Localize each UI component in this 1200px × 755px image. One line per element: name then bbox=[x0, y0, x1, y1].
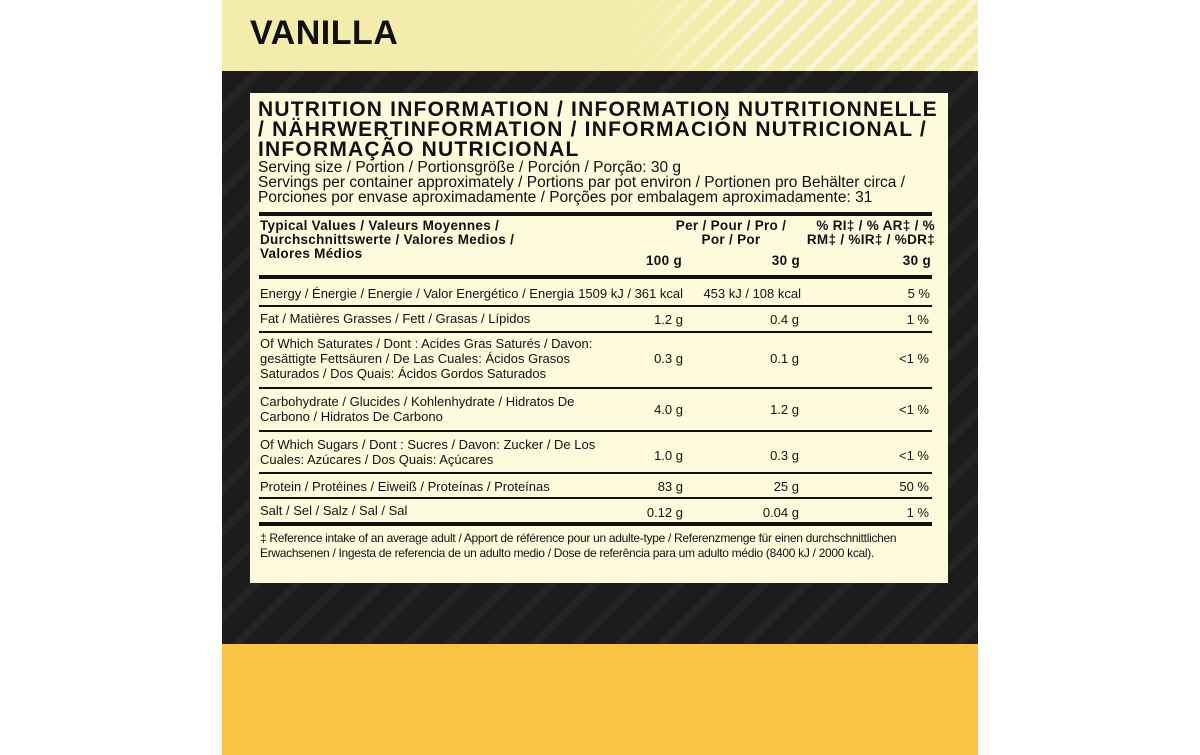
fat-per-30g: 0.4 g bbox=[770, 312, 799, 327]
row-label-sugars: Of Which Sugars / Dont : Sucres / Davon: Zucker / De Los Cuales: Azúcares / Dos Quais: Açúcares bbox=[260, 437, 596, 467]
carbohydrate-per-100g: 4.0 g bbox=[654, 402, 683, 417]
gold-band bbox=[222, 644, 978, 755]
col-ri-30g-header: 30 g bbox=[902, 253, 931, 268]
flavor-title: VANILLA bbox=[250, 14, 399, 52]
decorative-stripes bbox=[618, 0, 978, 71]
row-divider bbox=[259, 430, 932, 432]
fat-ri: 1 % bbox=[906, 312, 929, 327]
thick-rule bbox=[259, 275, 932, 279]
salt-per-30g: 0.04 g bbox=[762, 505, 799, 520]
energy-per-100g: 1509 kJ / 361 kcal bbox=[578, 286, 683, 301]
nutrition-label bbox=[250, 93, 948, 583]
per-header: Per / Pour / Pro / Por / Por bbox=[675, 218, 787, 247]
sugars-per-100g: 1.0 g bbox=[654, 448, 683, 463]
sugars-per-30g: 0.3 g bbox=[770, 448, 799, 463]
product-panel bbox=[222, 0, 978, 755]
row-label-energy: Energy / Énergie / Energie / Valor Energético / Energia bbox=[260, 286, 575, 301]
row-divider bbox=[259, 305, 932, 307]
thick-rule bbox=[259, 212, 932, 216]
servings-per-container: Servings per container approximately / Portions par pot environ / Portionen pro Behälter circa / Porciones por envase aproximadamente / Porções por embalagem aproximadamente: 31 bbox=[258, 174, 906, 206]
col-100g-header: 100 g bbox=[645, 253, 682, 268]
nutrition-heading: NUTRITION INFORMATION / INFORMATION NUTRITIONNELLE / NÄHRWERTINFORMATION / INFORMACIÓN NUTRICIONAL / INFORMAÇÃO NUTRICIONAL bbox=[258, 98, 938, 161]
protein-ri: 50 % bbox=[899, 479, 929, 494]
row-divider bbox=[259, 497, 932, 499]
reference-intake-footnote: ‡ Reference intake of an average adult / Apport de référence pour un adulte-type / Referenzmenge für einen durchschnittlichen Erwachsenen / Ingesta de referencia de un adulto medio / Dose de referência para um adulto médio (8400 kJ / 2000 kcal). bbox=[260, 531, 897, 560]
row-label-protein: Protein / Protéines / Eiweiß / Proteínas / Proteínas bbox=[260, 479, 550, 494]
row-divider bbox=[259, 472, 932, 474]
saturates-per-100g: 0.3 g bbox=[654, 351, 683, 366]
sugars-ri: <1 % bbox=[899, 448, 929, 463]
salt-ri: 1 % bbox=[906, 505, 929, 520]
row-label-carbohydrate: Carbohydrate / Glucides / Kohlenhydrate / Hidratos De Carbono / Hidratos De Carbono bbox=[260, 394, 575, 424]
carbohydrate-ri: <1 % bbox=[899, 402, 929, 417]
saturates-per-30g: 0.1 g bbox=[770, 351, 799, 366]
flavor-band bbox=[222, 0, 978, 71]
typical-values-header: Typical Values / Valeurs Moyennes / Durchschnittswerte / Valores Medios / Valores Médios bbox=[260, 218, 515, 261]
row-label-fat: Fat / Matières Grasses / Fett / Grasas / Lípidos bbox=[260, 311, 531, 326]
thick-rule bbox=[259, 522, 932, 526]
row-divider bbox=[259, 331, 932, 333]
dark-background bbox=[222, 71, 978, 644]
row-divider bbox=[259, 387, 932, 389]
protein-per-30g: 25 g bbox=[773, 479, 799, 494]
col-30g-header: 30 g bbox=[771, 253, 800, 268]
fat-per-100g: 1.2 g bbox=[654, 312, 683, 327]
row-label-salt: Salt / Sel / Salz / Sal / Sal bbox=[260, 503, 408, 518]
energy-ri: 5 % bbox=[907, 286, 930, 301]
energy-per-30g: 453 kJ / 108 kcal bbox=[703, 286, 801, 301]
carbohydrate-per-30g: 1.2 g bbox=[770, 402, 799, 417]
protein-per-100g: 83 g bbox=[657, 479, 683, 494]
saturates-ri: <1 % bbox=[899, 351, 929, 366]
row-label-saturates: Of Which Saturates / Dont : Acides Gras Saturés / Davon: gesättigte Fettsäuren / De Las Cuales: Ácidos Grasos Saturados / Dos Quais: Ácidos Gordos Saturados bbox=[260, 336, 593, 381]
serving-size: Serving size / Portion / Portionsgröße / Porción / Porção: 30 g bbox=[258, 159, 682, 176]
serving-info bbox=[258, 160, 948, 205]
ri-header: % RI‡ / % AR‡ / % RM‡ / %IR‡ / %DR‡ bbox=[806, 218, 935, 247]
salt-per-100g: 0.12 g bbox=[646, 505, 683, 520]
